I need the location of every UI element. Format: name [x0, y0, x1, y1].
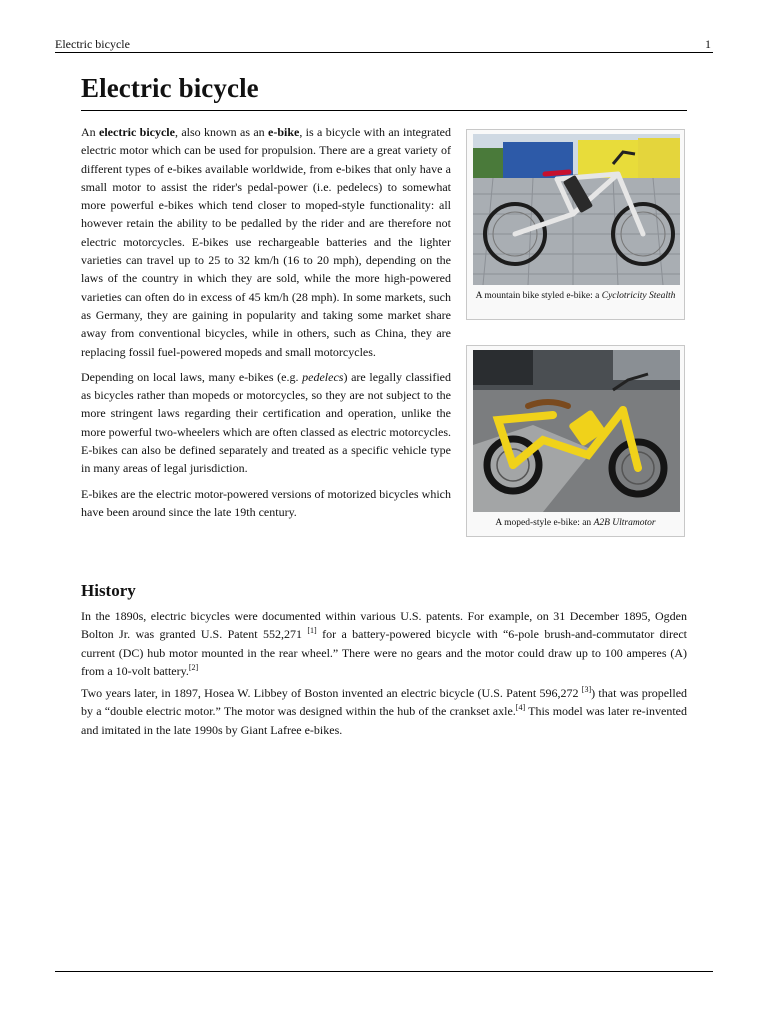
figure-caption-1: A mountain bike styled e-bike: a Cyclotricity Stealth	[475, 291, 676, 301]
intro-paragraph-3: E-bikes are the electric motor-powered versions of motorized bicycles which have been around since the late 19th century.	[81, 486, 451, 519]
mountain-ebike-photo[interactable]	[473, 134, 680, 285]
history-paragraph-1: In the 1890s, electric bicycles were documented within various U.S. patents. For example, on 31 December 1895, Ogden Bolton Jr. was granted U.S. Patent 552,271 [1] for a battery-powered bicycle with “6-pole brush-and-commutator direct current (DC) hub motor mounted in the rear wheel.” There were no gears and the motor could draw up to 100 amperes (A) from a 10-volt battery.[2]	[81, 609, 687, 678]
reference-link-3[interactable]: [3]	[581, 685, 592, 695]
header-rule	[55, 52, 713, 53]
intro-paragraph-2: Depending on local laws, many e-bikes (e.g. pedelecs) are legally classified as bicycles rather than mopeds or motorcycles, so they are not subject to the more stringent laws regarding their certification and operation, unlike the more powerful two-wheelers which are often classed as electric motorcycles. E-bikes can also be defined separately and treated as a specific vehicle type in many areas of legal jurisdiction.	[81, 369, 451, 476]
title-rule	[81, 110, 687, 111]
article-title: Electric bicycle	[81, 73, 259, 103]
term-electric-bicycle: electric bicycle	[99, 125, 175, 139]
history-paragraph-2: Two years later, in 1897, Hosea W. Libbey of Boston invented an electric bicycle (U.S. Patent 596,272 [3]) that was propelled by a “double electric motor.” The motor was designed within the hub of the crankset axle.[4] This model was later re-invented and imitated in the late 1990s by Giant Lafree e-bikes.	[81, 685, 688, 737]
figure-mountain-ebike	[466, 129, 685, 320]
intro-section	[81, 123, 451, 528]
term-e-bike: e-bike	[268, 125, 300, 139]
reference-link-2[interactable]: [2]	[188, 662, 199, 672]
history-heading: History	[81, 581, 136, 600]
running-title: Electric bicycle	[55, 37, 130, 51]
running-header	[55, 36, 713, 52]
reference-link-4[interactable]: [4]	[515, 703, 526, 713]
page-number: 1	[705, 37, 711, 51]
figure-caption-2: A moped-style e-bike: an A2B Ultramotor	[495, 518, 656, 528]
reference-link-1[interactable]: [1]	[307, 626, 317, 636]
history-section	[81, 607, 687, 743]
footer-rule	[55, 971, 713, 972]
figure-moped-ebike	[466, 345, 685, 537]
term-pedelecs: pedelecs	[302, 369, 344, 384]
intro-paragraph-1: An electric bicycle, also known as an e-bike, is a bicycle with an integrated electric motor which can be used for propulsion. There are a great variety of different types of e-bikes available worldwide, from e-bikes that only have a small motor to assist the rider's pedal-power (i.e. pedelecs) to somewhat more powerful e-bikes which tend closer to moped-style functionality: all however retain the ability to be pedalled by the rider and are therefore not electric motorcycles. E-bikes use rechargeable batteries and the lighter varieties can travel up to 25 to 32 km/h (16 to 20 mph), depending on the laws of the country in which they are sold, while the more high-powered varieties can often do in excess of 45 km/h (28 mph). In some markets, such as Germany, they are gaining in popularity and taking some market share away from conventional bicycles, while in others, such as China, they are replacing fossil fuel-powered mopeds and small motorcycles.	[81, 125, 451, 359]
moped-ebike-photo[interactable]	[473, 350, 680, 512]
